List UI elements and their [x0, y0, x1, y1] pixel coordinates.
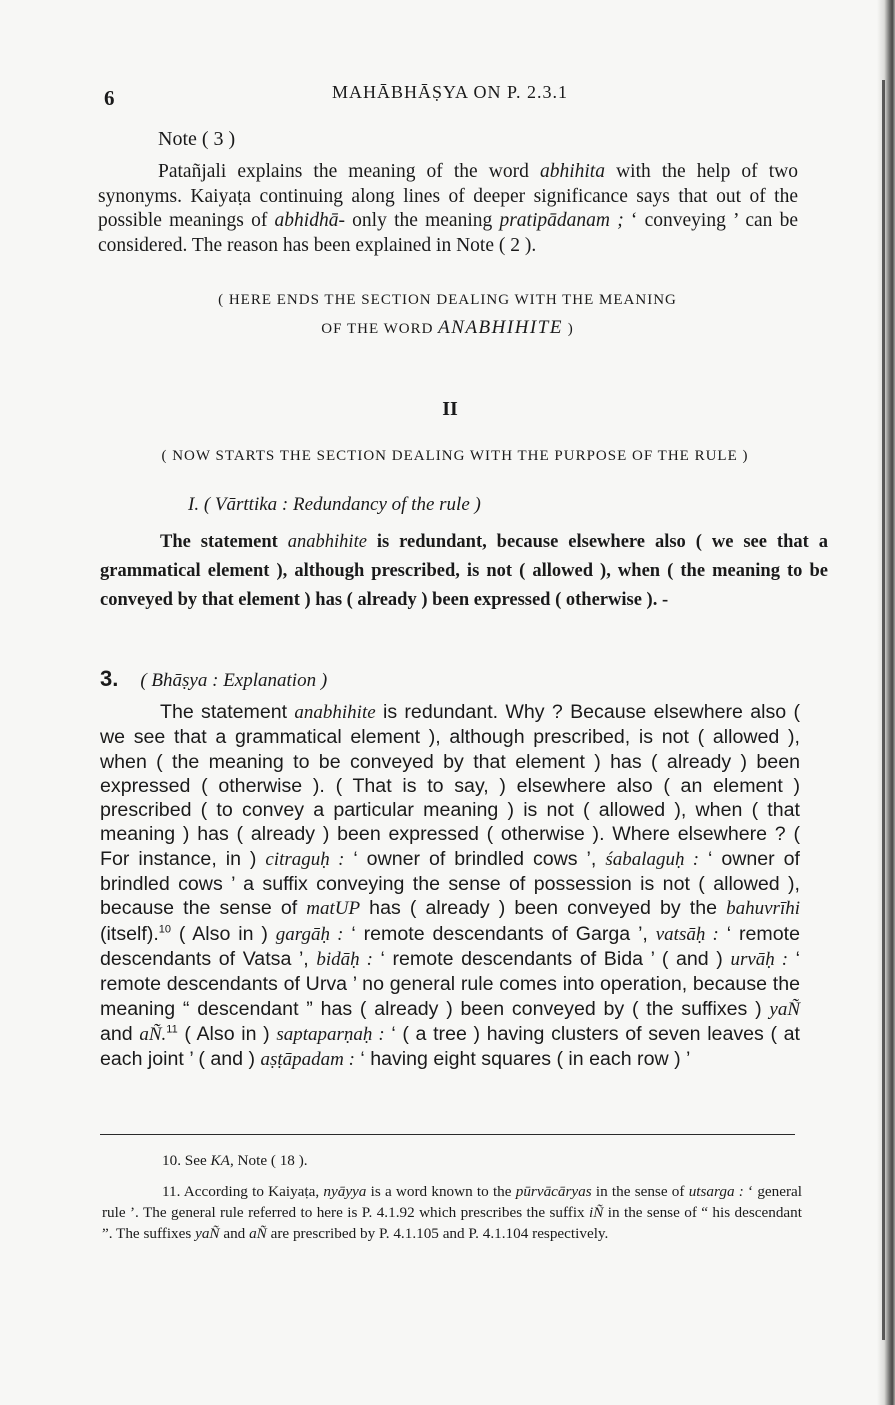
text-run: (itself).: [100, 922, 159, 945]
section-end-line2: [150, 314, 745, 343]
footnote-ref-10[interactable]: 10: [158, 923, 172, 936]
text-run: The statement: [160, 701, 295, 723]
italic-term: saptaparṇaḥ :: [276, 1023, 385, 1045]
italic-term: gargāḥ :: [275, 923, 344, 945]
italic-term: anabhihite: [287, 532, 367, 552]
text-run: and: [219, 1225, 250, 1242]
bhasya-paragraph: [100, 700, 800, 1072]
italic-term: utsarga :: [688, 1183, 744, 1200]
section-start-heading: ( NOW STARTS THE SECTION DEALING WITH THE PURPOSE OF THE RULE ): [161, 448, 749, 464]
running-header: [104, 82, 804, 110]
note-heading: Note ( 3 ): [158, 128, 236, 150]
section-numeral: II: [442, 398, 458, 420]
scan-binding-edge: [877, 0, 895, 1405]
section-end-heading: [150, 286, 745, 343]
footnote-ref-11[interactable]: 11: [166, 1023, 178, 1036]
italic-term: aÑ: [249, 1225, 267, 1242]
text-run: ( Also in ): [171, 922, 276, 945]
text-run: ‘ conveying ’ can be considered. The reason has been explained in Note ( 2 ).: [98, 210, 798, 256]
italic-term: pūrvācāryas: [515, 1183, 592, 1200]
text-run: in the sense of: [591, 1183, 689, 1200]
italic-term: śabalaguḥ :: [605, 848, 700, 870]
text-run: ‘ owner of brindled cows ’,: [344, 847, 606, 870]
varttika-heading: I. ( Vārttika : Redundancy of the rule ): [188, 494, 481, 515]
text-run: in the sense of “ his descendant ”. The suffixes: [102, 1204, 802, 1242]
italic-term: yaÑ: [769, 998, 800, 1020]
text-run: only the meaning: [344, 210, 500, 231]
footnote-10: [162, 1150, 802, 1171]
text-run: ( Also in ): [177, 1022, 277, 1045]
text-run: ‘ remote descendants of Bida ’ ( and ): [372, 947, 731, 970]
text-run: ): [562, 321, 574, 337]
text-run: The statement: [160, 532, 288, 552]
italic-term: urvāḥ :: [730, 948, 789, 970]
italic-term: aÑ.: [139, 1023, 167, 1045]
italic-term: abhihita: [539, 161, 605, 182]
italic-term: nyāyya: [323, 1183, 367, 1200]
text-run: 10. See: [162, 1152, 211, 1169]
bhasya-label: ( Bhāṣya : Explanation ): [140, 670, 328, 691]
text-run: ‘ remote descendants of Garga ’,: [343, 922, 656, 945]
text-run: is a word known to the: [366, 1183, 516, 1200]
page-number: 6: [104, 86, 115, 110]
text-run: 11. According to Kaiyaṭa,: [162, 1183, 324, 1200]
italic-term: vatsāḥ :: [655, 923, 719, 945]
italic-term: citraguḥ :: [265, 848, 345, 870]
note-paragraph: [98, 160, 798, 258]
italic-term: abhidhā-: [274, 210, 345, 231]
text-run: ‘ having eight squares ( in each row ) ’: [354, 1048, 691, 1071]
italic-term: KA: [210, 1152, 230, 1169]
italic-term: aṣṭāpadam :: [260, 1049, 355, 1071]
varttika-text: [100, 528, 828, 615]
italic-term: pratipādanam ;: [499, 210, 624, 231]
italic-term: anabhihite: [294, 702, 376, 723]
text-run: has ( already ) been conveyed by the: [360, 897, 727, 920]
text-run: ‘ general rule ’. The general rule referred to here is P. 4.1.92 which prescribes the suffix: [102, 1183, 803, 1221]
text-run: with the help of two synonyms. Kaiyaṭa continuing along lines of deeper significance says that out of the possible meanings of: [98, 161, 798, 231]
italic-term: iÑ: [589, 1204, 604, 1221]
bhasya-heading: [100, 666, 327, 692]
footnote-11: [102, 1181, 802, 1244]
text-run: ‘ remote descendants of Vatsa ’,: [100, 922, 800, 970]
italic-term: ANABHIHITE: [438, 317, 563, 338]
text-run: ‘ ( a tree ) having clusters of seven leaves ( at each joint ’ ( and ): [100, 1022, 801, 1071]
italic-term: matUP: [306, 898, 361, 920]
text-run: , Note ( 18 ).: [229, 1152, 308, 1169]
italic-term: bidāḥ :: [316, 948, 373, 970]
section-end-line1: ( HERE ENDS THE SECTION DEALING WITH THE MEANING: [218, 292, 677, 308]
bhasya-number: 3.: [100, 666, 119, 691]
running-title: MAHĀBHĀṢYA ON P. 2.3.1: [332, 82, 569, 102]
text-run: Patañjali explains the meaning of the word: [158, 161, 540, 182]
scan-shadow-line: [882, 80, 885, 1340]
text-run: and: [100, 1022, 140, 1045]
text-run: is redundant. Why ? Because elsewhere also ( we see that a grammatical element ), although prescribed, is not ( allowed ), when ( the meaning to be conveyed by that element ) has ( already ) been expressed ( otherwise ). ( That is to say, ) elsewhere also ( an element ) prescribed ( to convey a particular meaning ) is not ( allowed ), when ( that meaning ) has ( already ) been expressed ( otherwise ). Where elsewhere ? ( For instance, in ): [100, 701, 800, 870]
text-run: ‘ remote descendants of Urva ’ no general rule comes into operation, because the meaning “ descendant ” has ( already ) been conveyed by ( the suffixes ): [100, 947, 801, 1020]
text-run: is redundant, because elsewhere also ( we see that a grammatical element ), although prescribed, is not ( allowed ), when ( the meaning to be conveyed by that element ) has ( already ) been expressed ( otherwise ). -: [100, 532, 828, 610]
text-run: ‘ owner of brindled cows ’ a suffix conveying the sense of possession is not ( allowed ), because the sense of: [100, 847, 801, 920]
text-run: are prescribed by P. 4.1.105 and P. 4.1.104 respectively.: [266, 1225, 609, 1242]
text-run: OF THE WORD: [321, 321, 439, 337]
italic-term: yaÑ: [195, 1225, 220, 1242]
footnote-divider: [100, 1134, 795, 1135]
italic-term: bahuvrīhi: [726, 898, 801, 920]
